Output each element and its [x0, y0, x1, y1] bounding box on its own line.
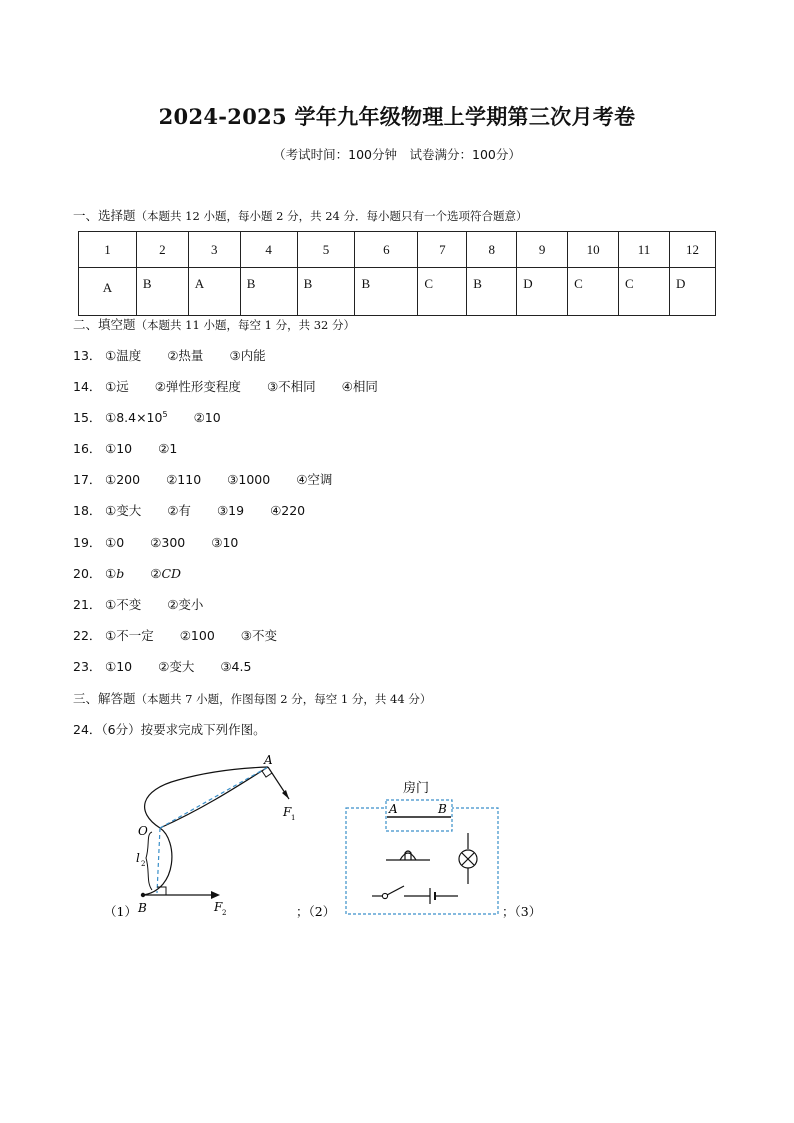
- answer-item: ①远: [105, 379, 129, 394]
- l2-brace: [146, 832, 152, 890]
- question-number-row: [79, 232, 716, 268]
- answer-item: ②弹性形变程度: [154, 379, 241, 394]
- label-a: A: [264, 753, 273, 767]
- answer-line-18: [73, 501, 331, 519]
- answer-line-23: [73, 657, 277, 675]
- question-number: 9: [517, 232, 568, 268]
- question-number: 1: [79, 232, 137, 268]
- answer-item: ④相同: [341, 379, 378, 394]
- point-b: [141, 893, 145, 897]
- arm-l1-dashed: [160, 767, 268, 828]
- answer-item: ②1: [158, 441, 178, 456]
- question-number: 20．: [73, 566, 102, 581]
- bell-icon: [405, 851, 411, 860]
- question-number: 11: [619, 232, 670, 268]
- section-1-heading: [73, 206, 528, 224]
- part-3-label: ；（3）: [502, 904, 542, 919]
- question-24-prompt: 24．（6分）按要求完成下列作图。: [73, 722, 266, 737]
- question-number: 12: [669, 232, 715, 268]
- answer-item: ②110: [166, 472, 202, 487]
- answer-item: ①10: [105, 659, 133, 674]
- question-number: 4: [240, 232, 297, 268]
- answer-line-21: [73, 595, 229, 613]
- answer-cell: C: [568, 268, 619, 316]
- answer-line-15: [73, 408, 247, 426]
- question-number: 5: [297, 232, 355, 268]
- question-number: 13．: [73, 348, 102, 363]
- answer-item: ②10: [193, 410, 221, 425]
- door-b-label: B: [438, 802, 447, 816]
- question-number: 17．: [73, 472, 102, 487]
- answer-item: ②热量: [167, 348, 204, 363]
- label-f2-sub: 2: [222, 909, 227, 917]
- door-label: 房门: [403, 781, 430, 796]
- answer-item: ④空调: [296, 472, 333, 487]
- answer-marker: ②: [150, 566, 162, 581]
- answer-item: ①变大: [105, 503, 142, 518]
- lever-arm: [143, 767, 268, 895]
- question-number: 19．: [73, 535, 102, 550]
- question-number: 3: [188, 232, 240, 268]
- page-title: 2024-2025 学年九年级物理上学期第三次月考卷: [158, 104, 636, 129]
- section-3-heading: [73, 689, 431, 707]
- answer-row: [79, 268, 716, 316]
- section-title: 二、填空题: [73, 317, 136, 332]
- section-title: 一、选择题: [73, 208, 136, 223]
- bell-dome: [400, 853, 416, 860]
- answer-cell: B: [240, 268, 297, 316]
- answer-item: ③19: [216, 503, 245, 518]
- answer-cell: B: [467, 268, 517, 316]
- answer-cell: D: [669, 268, 715, 316]
- answer-item: ①200: [105, 472, 141, 487]
- answer-line-19: [73, 533, 264, 551]
- answer-item: ②300: [150, 535, 186, 550]
- answer-item: ②有: [167, 503, 191, 518]
- question-number: 7: [418, 232, 467, 268]
- switch-blade-icon: [387, 886, 404, 895]
- question-number: 15．: [73, 410, 102, 425]
- section-note: （本题共 12 小题，每小题 2 分，共 24 分．每小题只有一个选项符合题意）: [135, 209, 528, 223]
- answer-item: ②100: [179, 628, 215, 643]
- answer-line-22: [73, 626, 303, 644]
- question-number: 22．: [73, 628, 102, 643]
- answer-item: CD: [161, 566, 182, 581]
- answer-line-14: [73, 377, 404, 395]
- answer-item: ①不一定: [105, 628, 154, 643]
- door-a-label: A: [389, 802, 398, 816]
- answer-cell: C: [619, 268, 670, 316]
- arm-l2-dashed: [157, 828, 160, 893]
- label-f1: F: [283, 805, 292, 819]
- question-number: 2: [136, 232, 188, 268]
- question-number: 8: [467, 232, 517, 268]
- answer-item: ③不相同: [266, 379, 316, 394]
- label-l2-sub: 2: [141, 860, 146, 868]
- drawing-figure: [0, 740, 794, 940]
- arrowhead-f2: [211, 891, 220, 899]
- question-number: 21．: [73, 597, 102, 612]
- section-note: （本题共 7 小题，作图每图 2 分，每空 1 分，共 44 分）: [135, 692, 432, 706]
- answer-line-17: [73, 470, 358, 488]
- answer-item: ③内能: [229, 348, 266, 363]
- answer-cell: A: [79, 268, 137, 316]
- answer-item: ①0: [105, 535, 125, 550]
- exam-info: （考试时间：100分钟 试卷满分：100分）: [273, 147, 521, 162]
- answer-item: ①8.4×10: [105, 410, 163, 425]
- answer-marker: ①: [105, 566, 117, 581]
- answer-item: ③10: [211, 535, 239, 550]
- question-number: 16．: [73, 441, 102, 456]
- question-number: 6: [355, 232, 418, 268]
- answer-table: [78, 231, 716, 316]
- lever-diagram: [136, 753, 295, 917]
- question-number: 10: [568, 232, 619, 268]
- answer-cell: D: [517, 268, 568, 316]
- door-circuit-diagram: [346, 780, 498, 914]
- answer-item: ②变小: [167, 597, 204, 612]
- label-b: B: [138, 901, 147, 915]
- answer-item: ③不变: [240, 628, 278, 643]
- part-1-label: （1）: [104, 904, 137, 919]
- answer-item: ③1000: [227, 472, 271, 487]
- answer-line-16: [73, 439, 203, 457]
- answer-item: ④220: [270, 503, 306, 518]
- answer-cell: C: [418, 268, 467, 316]
- answer-cell: B: [355, 268, 418, 316]
- label-f1-sub: 1: [291, 814, 296, 822]
- label-l2: l: [136, 851, 140, 865]
- part-2-label: ；（2）: [296, 904, 336, 919]
- answer-item: ③4.5: [220, 659, 252, 674]
- section-title: 三、解答题: [73, 691, 136, 706]
- answer-item: b: [116, 566, 125, 581]
- question-number: 18．: [73, 503, 102, 518]
- arrowhead-f1: [282, 790, 289, 799]
- answer-cell: B: [297, 268, 355, 316]
- label-o: O: [138, 824, 148, 838]
- label-f2: F: [214, 900, 223, 914]
- answer-cell: B: [136, 268, 188, 316]
- answer-item: ②变大: [158, 659, 195, 674]
- section-2-heading: [73, 315, 355, 333]
- answer-line-13: [73, 346, 292, 364]
- answer-cell: A: [188, 268, 240, 316]
- answer-line-20: [73, 564, 207, 582]
- exponent: 5: [162, 409, 168, 419]
- answer-item: ①不变: [105, 597, 142, 612]
- question-number: 23．: [73, 659, 102, 674]
- question-number: 14．: [73, 379, 102, 394]
- answer-item: ①10: [105, 441, 133, 456]
- answer-item: ①温度: [105, 348, 142, 363]
- section-note: （本题共 11 小题，每空 1 分，共 32 分）: [135, 318, 356, 332]
- switch-pivot: [382, 893, 387, 898]
